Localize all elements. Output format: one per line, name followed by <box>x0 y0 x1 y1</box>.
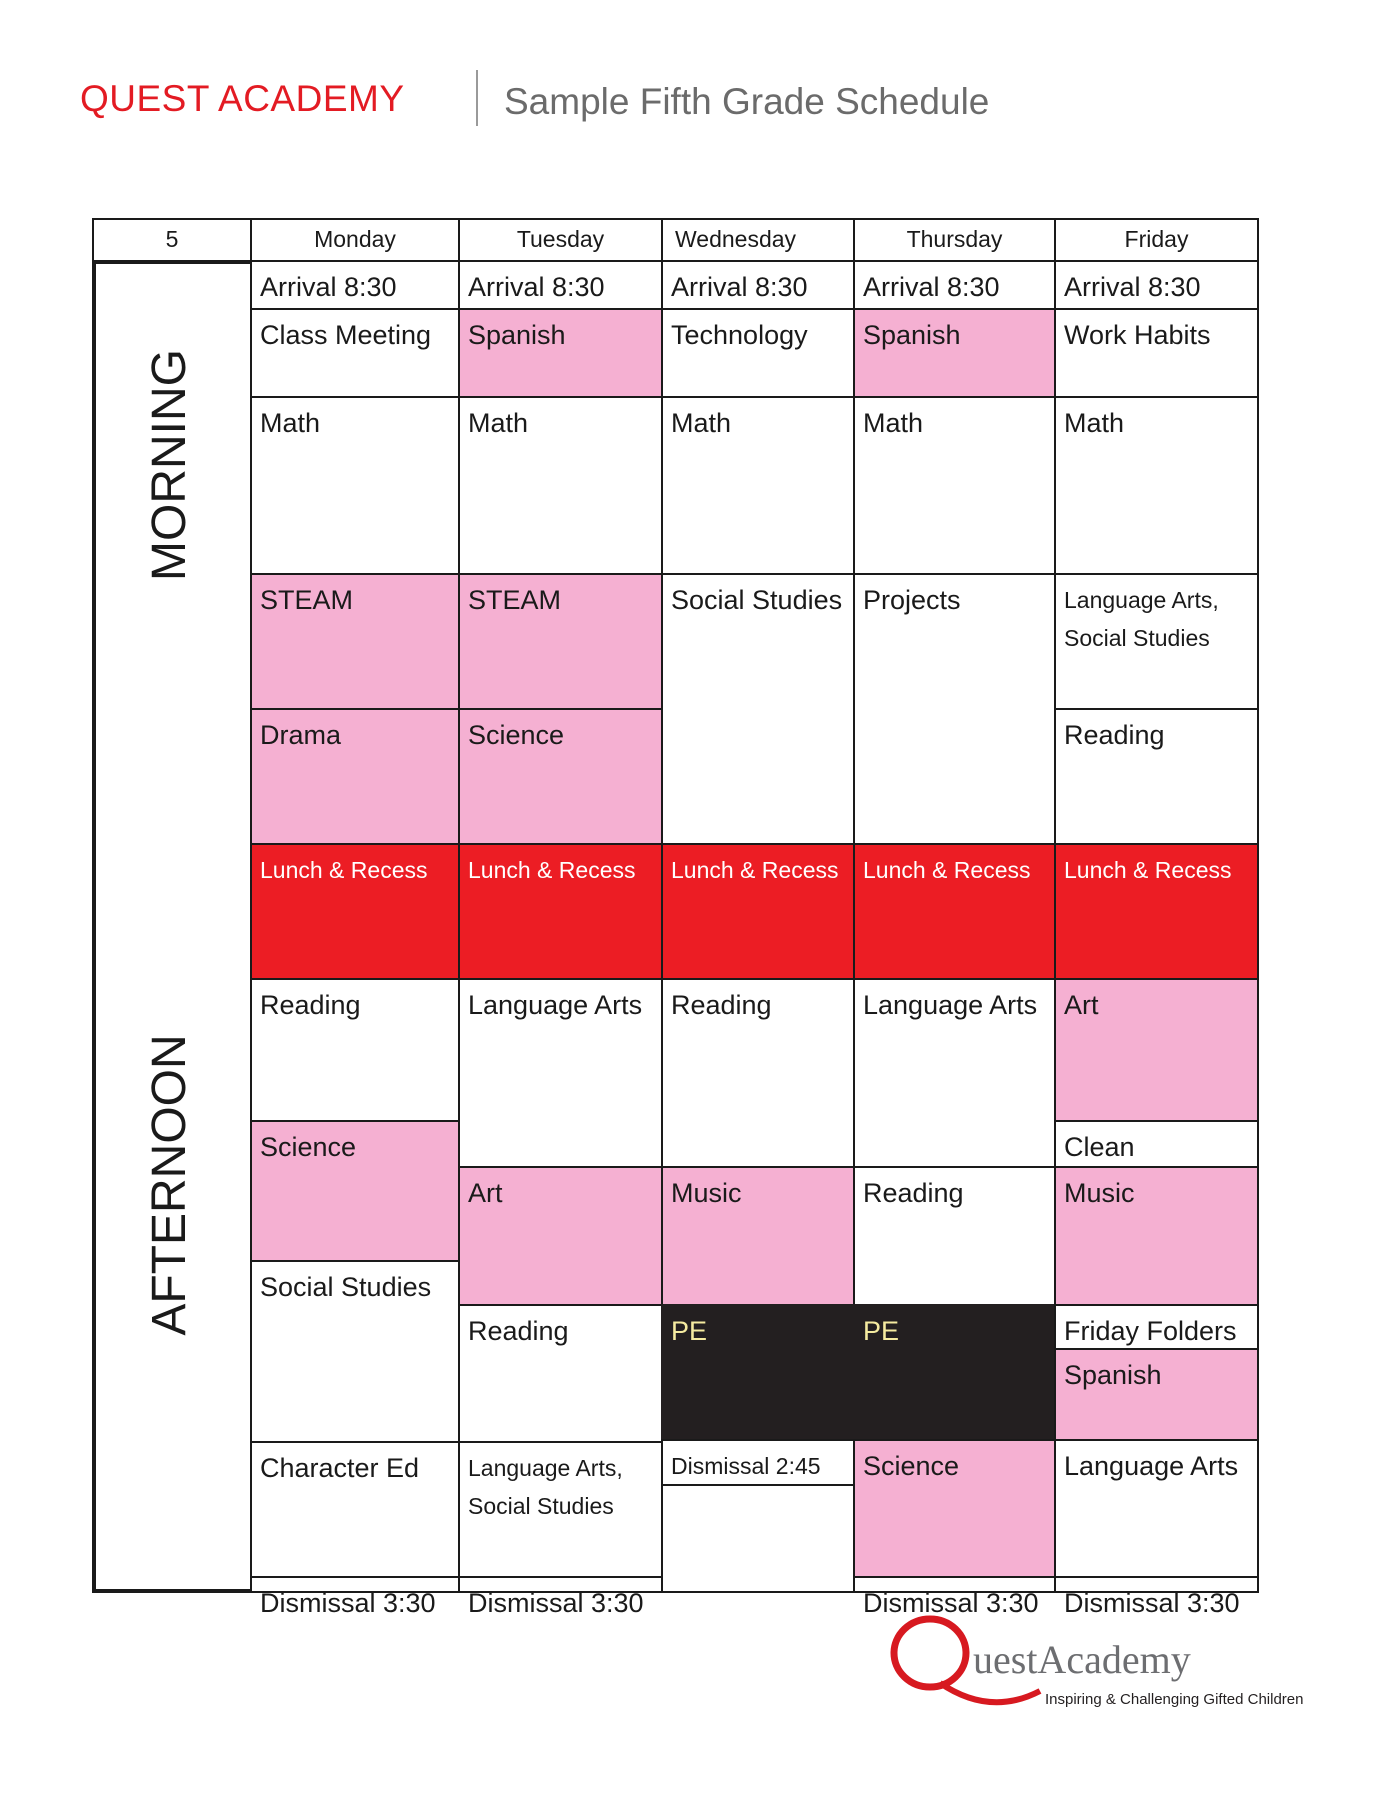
schedule-cell-thursday <box>853 1304 1056 1441</box>
day-header-thursday: Thursday <box>853 218 1056 262</box>
schedule-cell-label: STEAM <box>260 585 354 615</box>
schedule-cell-label: Math <box>1064 408 1125 438</box>
schedule-cell-label: Math <box>260 408 321 438</box>
schedule-cell-friday <box>1054 308 1259 398</box>
schedule-cell-label: Language Arts <box>468 990 643 1020</box>
schedule-cell-monday <box>250 260 460 310</box>
schedule-cell-tuesday <box>458 396 663 575</box>
schedule-cell-label: Projects <box>863 585 961 615</box>
schedule-cell-label: Art <box>1064 990 1099 1020</box>
schedule-cell-monday <box>250 308 460 398</box>
day-header-tuesday: Tuesday <box>458 218 663 262</box>
schedule-cell-label: Reading <box>468 1316 569 1346</box>
schedule-cell-friday <box>1054 1348 1259 1441</box>
schedule-cell-label: PE <box>863 1316 900 1346</box>
schedule-cell-label: Friday Folders <box>1064 1316 1237 1346</box>
schedule-cell-label: Lunch & Recess <box>468 857 636 883</box>
schedule-cell-label: Reading <box>260 990 361 1020</box>
schedule-cell-label: Reading <box>1064 720 1165 750</box>
schedule-cell-label: Lunch & Recess <box>260 857 428 883</box>
schedule-cell-thursday <box>853 260 1056 310</box>
schedule-cell-friday <box>1054 260 1259 310</box>
schedule-cell-friday <box>1054 573 1259 710</box>
schedule-cell-label: Dismissal 3:30 <box>260 1588 436 1618</box>
schedule-cell-wednesday <box>661 978 855 1168</box>
schedule-cell-wednesday <box>661 260 855 310</box>
schedule-cell-label: Reading <box>863 1178 964 1208</box>
schedule-cell-monday <box>250 843 460 980</box>
schedule-cell-tuesday <box>458 708 663 845</box>
schedule-cell-label: Science <box>863 1451 960 1481</box>
schedule-cell-label: Science <box>260 1132 357 1162</box>
column-border <box>92 1589 252 1593</box>
schedule-cell-friday <box>1054 1439 1259 1578</box>
schedule-cell-tuesday <box>458 260 663 310</box>
schedule-cell-tuesday <box>458 573 663 710</box>
schedule-cell-label: Social Studies <box>260 1272 432 1302</box>
schedule-cell-tuesday <box>458 1576 663 1618</box>
schedule-cell-monday <box>250 978 460 1122</box>
day-header-friday: Friday <box>1054 218 1259 262</box>
schedule-cell-label: Reading <box>671 990 772 1020</box>
schedule-cell-label: Social Studies <box>671 585 843 615</box>
section-label-morning: MORNING <box>143 349 196 581</box>
schedule-cell-thursday <box>853 978 1056 1168</box>
schedule-cell-label: Clean <box>1064 1132 1135 1162</box>
schedule-cell-friday <box>1054 708 1259 845</box>
schedule-cell-label: Arrival 8:30 <box>671 272 808 302</box>
schedule-cell-friday <box>1054 1304 1259 1350</box>
schedule-cell-label: Class Meeting <box>260 320 432 350</box>
schedule-cell-label: Science <box>468 720 565 750</box>
schedule-cell-tuesday <box>458 1304 663 1443</box>
grade-cell: 5 <box>92 218 252 262</box>
schedule-cell-label: Arrival 8:30 <box>1064 272 1201 302</box>
schedule-cell-wednesday <box>661 1166 855 1306</box>
day-header-wednesday: Wednesday <box>661 218 855 262</box>
schedule-cell-label: Language Arts, Social Studies <box>1064 587 1219 651</box>
schedule-cell-label: Arrival 8:30 <box>260 272 397 302</box>
schedule-cell-wednesday <box>661 573 855 845</box>
schedule-cell-label: PE <box>671 1316 708 1346</box>
schedule-cell-thursday <box>853 396 1056 575</box>
schedule-cell-monday <box>250 573 460 710</box>
schedule-cell-label: Drama <box>260 720 342 750</box>
schedule-cell-label: Language Arts <box>863 990 1038 1020</box>
schedule-cell-friday <box>1054 843 1259 980</box>
schedule-cell-wednesday <box>661 1439 855 1486</box>
schedule-cell-label: Lunch & Recess <box>863 857 1031 883</box>
schedule-cell-label: Dismissal 3:30 <box>468 1588 644 1618</box>
schedule-cell-wednesday <box>661 308 855 398</box>
schedule-cell-label: Spanish <box>1064 1360 1162 1390</box>
schedule-cell-label: Dismissal 2:45 <box>671 1453 821 1479</box>
schedule-cell-friday <box>1054 396 1259 575</box>
schedule-cell-label: Language Arts <box>1064 1451 1239 1481</box>
schedule-cell-label: Dismissal 3:30 <box>863 1588 1039 1618</box>
schedule-cell-monday <box>250 708 460 845</box>
schedule-cell-monday <box>250 1576 460 1618</box>
logo-tagline: Inspiring & Challenging Gifted Children <box>1045 1691 1304 1708</box>
schedule-cell-label: Dismissal 3:30 <box>1064 1588 1240 1618</box>
schedule-cell-monday <box>250 396 460 575</box>
schedule-cell-thursday <box>853 843 1056 980</box>
schedule-cell-label: Music <box>1064 1178 1135 1208</box>
schedule-cell-thursday <box>853 1166 1056 1306</box>
schedule-cell-monday <box>250 1260 460 1443</box>
column-border <box>92 260 252 264</box>
schedule-cell-label: Lunch & Recess <box>1064 857 1232 883</box>
schedule-cell-wednesday <box>661 843 855 980</box>
schedule-cell-friday <box>1054 1576 1259 1618</box>
schedule-cell-label: Music <box>671 1178 742 1208</box>
schedule-cell-label: Technology <box>671 320 808 350</box>
schedule-cell-thursday <box>853 1576 1056 1618</box>
schedule-cell-tuesday <box>458 1441 663 1578</box>
schedule-cell-tuesday <box>458 308 663 398</box>
school-name: QUEST ACADEMY <box>80 78 405 119</box>
section-label-afternoon: AFTERNOON <box>143 1034 196 1336</box>
schedule-cell-label: Spanish <box>863 320 961 350</box>
schedule-cell-tuesday <box>458 978 663 1168</box>
schedule-cell-friday <box>1054 978 1259 1122</box>
schedule-cell-monday <box>250 1120 460 1262</box>
schedule-cell-label: Math <box>468 408 529 438</box>
schedule-cell-label: Math <box>671 408 732 438</box>
column-border <box>92 260 96 1593</box>
schedule-cell-label: STEAM <box>468 585 562 615</box>
schedule-cell-label: Arrival 8:30 <box>863 272 1000 302</box>
schedule-cell-friday <box>1054 1120 1259 1168</box>
schedule-cell-thursday <box>853 308 1056 398</box>
schedule-cell-monday <box>250 1441 460 1578</box>
schedule-cell-label: Lunch & Recess <box>671 857 839 883</box>
schedule-cell-tuesday <box>458 843 663 980</box>
schedule-cell-label: Language Arts, Social Studies <box>468 1455 623 1519</box>
schedule-cell-thursday <box>853 573 1056 845</box>
schedule-cell-label: Character Ed <box>260 1453 420 1483</box>
schedule-cell-wednesday <box>661 1304 855 1441</box>
schedule-cell-wednesday <box>661 1484 855 1593</box>
schedule-cell-label: Work Habits <box>1064 320 1211 350</box>
schedule-cell-thursday <box>853 1439 1056 1578</box>
schedule-cell-label: Math <box>863 408 924 438</box>
schedule-cell-label: Arrival 8:30 <box>468 272 605 302</box>
schedule-cell-friday <box>1054 1166 1259 1306</box>
page-title: Sample Fifth Grade Schedule <box>504 81 990 122</box>
schedule-cell-wednesday <box>661 396 855 575</box>
day-header-monday: Monday <box>250 218 460 262</box>
svg-text:uestAcademy: uestAcademy <box>973 1637 1191 1682</box>
schedule-cell-tuesday <box>458 1166 663 1306</box>
schedule-cell-label: Art <box>468 1178 503 1208</box>
schedule-cell-label: Spanish <box>468 320 566 350</box>
